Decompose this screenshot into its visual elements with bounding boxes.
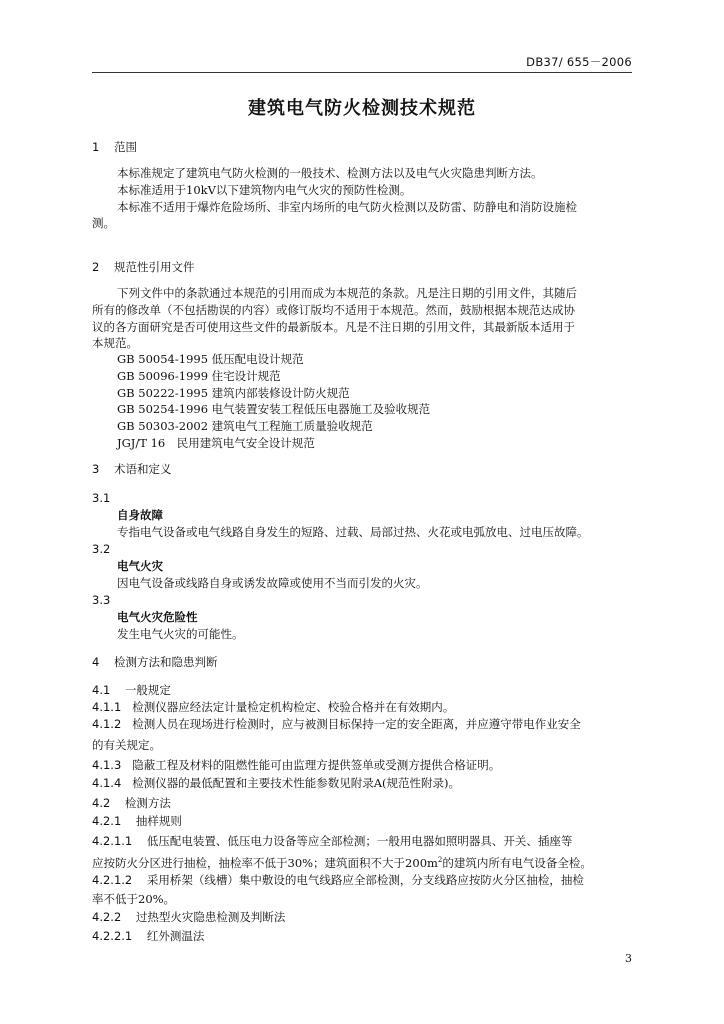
clause-number: 4.1.2 (92, 717, 122, 731)
paragraph-line: 率不低于20%。 (92, 892, 176, 906)
section-number: 2 (92, 260, 100, 274)
subsection-4-2-1-heading (92, 814, 182, 828)
subsection-4-2-2-heading (92, 910, 285, 924)
section-title: 过热型火灾隐患检测及判断法 (135, 910, 286, 924)
clause-number: 4.2.1.1 (92, 834, 133, 848)
clause-text: 的建筑内所有电气设备全检。 (442, 856, 592, 870)
header-divider (92, 72, 632, 73)
paragraph-line: 本标准不适用于爆炸危险场所、非室内场所的电气防火检测以及防雷、防静电和消防设施检 (117, 200, 577, 214)
clause-4-2-1-2 (92, 873, 584, 887)
section-number: 4.2.1 (92, 814, 122, 828)
term-name: 电气火灾危险性 (117, 610, 198, 624)
section-title: 一般规定 (124, 683, 171, 697)
reference-item: JGJ/T 16 民用建筑电气安全设计规范 (117, 436, 315, 450)
clause-number: 4.1.4 (92, 776, 122, 790)
section-title: 检测方法和隐患判断 (113, 655, 218, 669)
clause-number: 4.1.1 (92, 700, 122, 714)
paragraph-line: 本标准适用于10kV以下建筑物内电气火灾的预防性检测。 (117, 183, 412, 197)
section-number: 4 (92, 655, 100, 669)
section-3-heading (92, 462, 171, 476)
clause-number: 4.1.3 (92, 758, 122, 772)
standard-code: DB37/ 655－2006 (526, 55, 632, 69)
clause-text: 采用桥架（线槽）集中敷设的电气线路应全部检测，分支线路应按防火分区抽检，抽检 (146, 873, 584, 887)
subsection-4-2-heading (92, 796, 171, 810)
clause-text: 检测人员在现场进行检测时，应与被测目标保持一定的安全距离，并应遵守带电作业安全 (132, 717, 581, 731)
section-number: 4.2.2 (92, 910, 122, 924)
subsection-4-2-2-1-heading (92, 929, 204, 943)
subsection-4-1-heading (92, 683, 171, 697)
paragraph-line: 下列文件中的条款通过本规范的引用而成为本规范的条款。凡是注日期的引用文件，其随后 (117, 286, 577, 300)
term-definition: 专指电气设备或电气线路自身发生的短路、过载、局部过热、火花或电弧放电、过电压故障。 (117, 525, 589, 539)
term-number: 3.3 (92, 593, 111, 607)
section-2-heading (92, 260, 194, 274)
clause-text: 低压配电装置、低压电力设备等应全部检测；一般用电器如照明器具、开关、插座等 (146, 834, 573, 848)
clause-text: 应按防火分区进行抽检，抽检率不低于30%；建筑面积不大于200m (92, 856, 438, 870)
reference-item: GB 50096-1999 住宅设计规范 (117, 369, 281, 383)
section-title: 红外测温法 (146, 929, 205, 943)
clause-text: 检测仪器应经法定计量检定机构检定、校验合格并在有效期内。 (132, 700, 455, 714)
superscript: 2 (437, 856, 443, 864)
clause-text: 隐蔽工程及材料的阻燃性能可由监理方提供签单或受测方提供合格证明。 (132, 758, 501, 772)
term-number: 3.1 (92, 491, 111, 505)
reference-item: GB 50254-1996 电气装置安装工程低压电器施工及验收规范 (117, 402, 431, 416)
section-title: 检测方法 (124, 796, 171, 810)
clause-text: 检测仪器的最低配置和主要技术性能参数见附录A(规范性附录)。 (132, 776, 461, 790)
reference-item: GB 50054-1995 低压配电设计规范 (117, 352, 304, 366)
section-number: 3 (92, 462, 100, 476)
clause-4-1-1 (92, 700, 454, 714)
term-definition: 发生电气火灾的可能性。 (117, 627, 244, 641)
paragraph-line (92, 853, 592, 870)
paragraph-line: 本标准规定了建筑电气防火检测的一般技术、检测方法以及电气火灾隐患判断方法。 (117, 166, 543, 180)
page-title: 建筑电气防火检测技术规范 (248, 98, 476, 119)
clause-4-1-3 (92, 758, 500, 772)
section-4-heading (92, 655, 217, 669)
section-number: 4.2 (92, 796, 111, 810)
paragraph-line: 所有的修改单（不包括勘误的内容）或修订版均不适用于本规范。然而，鼓励根据本规范达成协 (92, 303, 575, 317)
reference-item: GB 50303-2002 建筑电气工程施工质量验收规范 (117, 419, 373, 433)
section-number: 4.1 (92, 683, 111, 697)
paragraph-line: 议的各方面研究是否可使用这些文件的最新版本。凡是不注日期的引用文件，其最新版本适用于 (92, 320, 575, 334)
clause-4-2-1-1 (92, 834, 572, 848)
section-1-heading (92, 140, 137, 154)
section-title: 术语和定义 (113, 462, 172, 476)
section-title: 抽样规则 (135, 814, 182, 828)
term-number: 3.2 (92, 542, 111, 556)
paragraph-line: 本规范。 (92, 336, 138, 350)
section-number: 4.2.2.1 (92, 929, 133, 943)
term-name: 电气火灾 (117, 559, 163, 573)
section-number: 1 (92, 140, 100, 154)
term-name: 自身故障 (117, 508, 163, 522)
clause-4-1-4 (92, 776, 460, 790)
clause-number: 4.2.1.2 (92, 873, 133, 887)
section-title: 规范性引用文件 (113, 260, 195, 274)
paragraph-line: 测。 (92, 216, 115, 230)
reference-item: GB 50222-1995 建筑内部装修设计防火规范 (117, 386, 350, 400)
section-title: 范围 (113, 140, 137, 154)
term-definition: 因电气设备或线路自身或诱发故障或使用不当而引发的火灾。 (117, 576, 428, 590)
page-number: 3 (625, 952, 632, 965)
clause-4-1-2 (92, 717, 581, 731)
paragraph-line: 的有关规定。 (92, 738, 161, 752)
